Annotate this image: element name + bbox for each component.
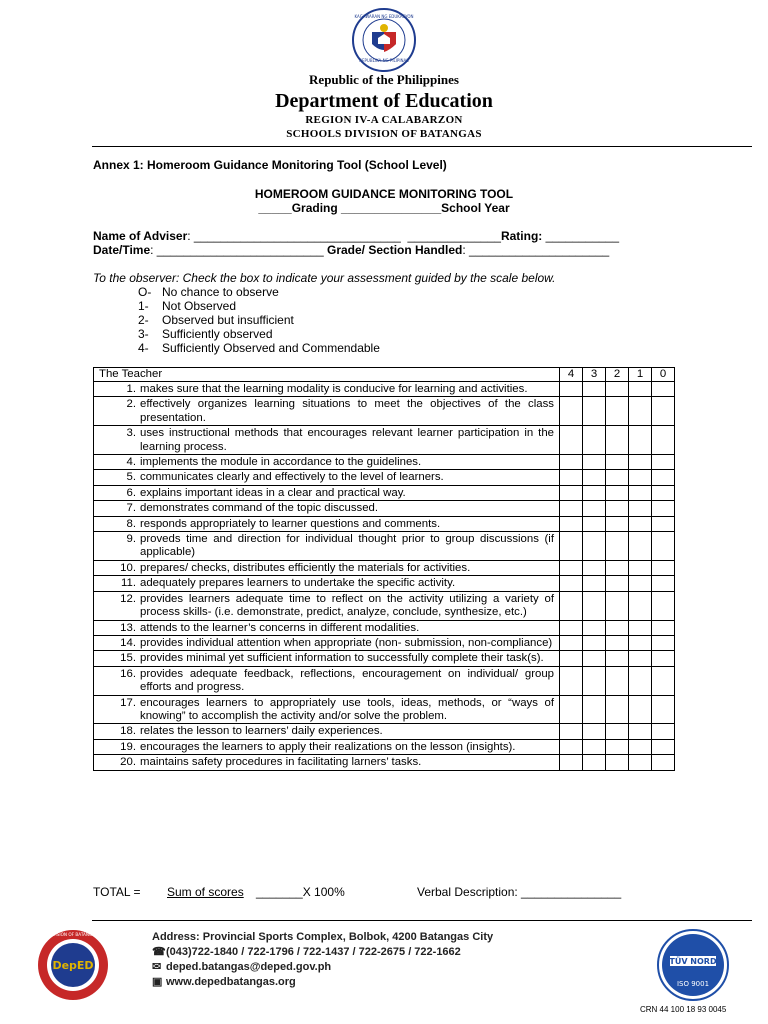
teacher-criterion — [94, 455, 560, 470]
table-row — [94, 695, 675, 724]
observer-instruction: To the observer: Check the box to indicate your assessment guided by the scale below. — [93, 271, 556, 285]
teacher-criterion — [94, 382, 560, 397]
table-row — [94, 501, 675, 516]
total-formula[interactable]: _______X 100% — [256, 885, 345, 899]
rating-checkbox-1[interactable] — [629, 382, 652, 397]
rating-checkbox-0[interactable] — [652, 426, 675, 455]
teacher-criterion — [94, 739, 560, 754]
rating-checkbox-2[interactable] — [606, 739, 629, 754]
header-divider — [92, 146, 752, 147]
rating-checkbox-0[interactable] — [652, 651, 675, 666]
scale-item: 4- Sufficiently Observed and Commendable — [138, 341, 380, 355]
teacher-criterion — [94, 666, 560, 695]
division-batangas-logo — [36, 928, 110, 1002]
rating-checkbox-0[interactable] — [652, 576, 675, 591]
criterion-number: 18. — [120, 725, 136, 738]
rating-checkbox-2[interactable] — [606, 455, 629, 470]
rating-checkbox-1[interactable] — [629, 576, 652, 591]
date-label: Date/Time — [93, 243, 151, 257]
rating-checkbox-0[interactable] — [652, 755, 675, 770]
rating-checkbox-3[interactable] — [583, 485, 606, 500]
criterion-text: makes sure that the learning modality is conducive for learning and activities. — [140, 383, 528, 395]
rating-checkbox-1[interactable] — [629, 666, 652, 695]
mail-icon: ✉ — [152, 961, 162, 973]
footer-address: Address: Provincial Sports Complex, Bolbok, 4200 Batangas City — [152, 931, 494, 943]
criterion-text: effectively organizes learning situations to meet the objectives of the class presentation. — [140, 398, 554, 424]
rating-checkbox-4[interactable] — [560, 560, 583, 575]
header-rating-3: 3 — [583, 368, 606, 382]
table-row — [94, 426, 675, 455]
scale-item: 3- Sufficiently observed — [138, 327, 273, 341]
rating-checkbox-3[interactable] — [583, 620, 606, 635]
criterion-number: 17. — [120, 696, 136, 709]
rating-checkbox-3[interactable] — [583, 695, 606, 724]
verbal-description[interactable]: Verbal Description: _______________ — [417, 885, 622, 899]
annex-title: Annex 1: Homeroom Guidance Monitoring Tool (School Level) — [93, 158, 447, 172]
criterion-text: communicates clearly and effectively to the level of learners. — [140, 471, 444, 484]
rating-checkbox-1[interactable] — [629, 516, 652, 531]
republic-heading: Republic of the Philippines — [309, 72, 459, 87]
teacher-criterion — [94, 470, 560, 485]
crn-number: CRN 44 100 18 93 0045 — [640, 1005, 727, 1014]
rating-checkbox-3[interactable] — [583, 426, 606, 455]
rating-checkbox-2[interactable] — [606, 724, 629, 739]
criterion-number: 2. — [126, 398, 136, 411]
rating-checkbox-1[interactable] — [629, 560, 652, 575]
rating-checkbox-4[interactable] — [560, 695, 583, 724]
criterion-number: 6. — [126, 486, 136, 499]
rating-checkbox-0[interactable] — [652, 470, 675, 485]
rating-checkbox-1[interactable] — [629, 651, 652, 666]
rating-checkbox-0[interactable] — [652, 532, 675, 561]
rating-checkbox-0[interactable] — [652, 485, 675, 500]
rating-checkbox-2[interactable] — [606, 591, 629, 620]
monitoring-table — [93, 367, 675, 771]
rating-checkbox-4[interactable] — [560, 591, 583, 620]
teacher-criterion — [94, 651, 560, 666]
rating-checkbox-2[interactable] — [606, 560, 629, 575]
rating-checkbox-3[interactable] — [583, 591, 606, 620]
rating-checkbox-0[interactable] — [652, 724, 675, 739]
rating-checkbox-1[interactable] — [629, 635, 652, 650]
criterion-number: 20. — [120, 756, 136, 769]
rating-checkbox-1[interactable] — [629, 470, 652, 485]
rating-checkbox-0[interactable] — [652, 560, 675, 575]
rating-checkbox-1[interactable] — [629, 485, 652, 500]
rating-checkbox-3[interactable] — [583, 560, 606, 575]
teacher-criterion — [94, 397, 560, 426]
table-row — [94, 560, 675, 575]
rating-checkbox-4[interactable] — [560, 576, 583, 591]
teacher-criterion — [94, 620, 560, 635]
rating-checkbox-4[interactable] — [560, 426, 583, 455]
table-row — [94, 532, 675, 561]
teacher-criterion — [94, 576, 560, 591]
criterion-text: demonstrates command of the topic discussed. — [140, 502, 379, 515]
rating-checkbox-4[interactable] — [560, 501, 583, 516]
criterion-number: 7. — [126, 502, 136, 515]
rating-checkbox-2[interactable] — [606, 397, 629, 426]
rating-checkbox-0[interactable] — [652, 666, 675, 695]
criterion-text: provides adequate feedback, reflections, encouragement on individual/ group efforts and progress. — [140, 667, 554, 694]
rating-checkbox-2[interactable] — [606, 470, 629, 485]
scale-item: 2- Observed but insufficient — [138, 313, 294, 327]
criterion-number: 10. — [120, 561, 136, 574]
criterion-text: adequately prepares learners to undertake the specific activity. — [140, 577, 456, 590]
iso-text: ISO 9001 — [676, 980, 710, 988]
rating-checkbox-4[interactable] — [560, 755, 583, 770]
rating-checkbox-4[interactable] — [560, 635, 583, 650]
teacher-criterion — [94, 755, 560, 770]
phone-icon: ☎ — [152, 946, 166, 958]
rating-checkbox-4[interactable] — [560, 651, 583, 666]
criterion-text: provides minimal yet sufficient information to successfully complete their task(s). — [140, 652, 544, 665]
rating-checkbox-3[interactable] — [583, 666, 606, 695]
rating-checkbox-4[interactable] — [560, 620, 583, 635]
rating-checkbox-4[interactable] — [560, 470, 583, 485]
criterion-text: encourages learners to appropriately use tools, ideas, methods, or “ways of knowing” to accomplish the activity and/or solve the problem. — [140, 696, 554, 722]
rating-checkbox-1[interactable] — [629, 426, 652, 455]
rating-checkbox-3[interactable] — [583, 516, 606, 531]
computer-icon: ▣ — [152, 976, 163, 988]
date-blank[interactable]: : _________________________ — [150, 243, 324, 257]
scale-item: 1- Not Observed — [138, 299, 237, 313]
date-row — [93, 243, 609, 257]
teacher-criterion — [94, 532, 560, 561]
criterion-number: 15. — [120, 652, 136, 665]
rating-checkbox-4[interactable] — [560, 397, 583, 426]
criterion-number: 16. — [120, 667, 136, 680]
rating-checkbox-3[interactable] — [583, 739, 606, 754]
rating-checkbox-0[interactable] — [652, 382, 675, 397]
teacher-criterion — [94, 591, 560, 620]
seal-text-top: KAGAWARAN NG EDUKASYON — [354, 14, 414, 19]
teacher-criterion — [94, 485, 560, 500]
logo-ring-text: DIVISION OF BATANGAS — [48, 932, 98, 937]
grading-school-year-line: _____Grading _______________School Year — [258, 201, 510, 215]
rating-checkbox-2[interactable] — [606, 666, 629, 695]
criterion-text: implements the module in accordance to the guidelines. — [140, 456, 422, 469]
rating-checkbox-1[interactable] — [629, 591, 652, 620]
rating-checkbox-0[interactable] — [652, 739, 675, 754]
rating-checkbox-1[interactable] — [629, 501, 652, 516]
criterion-number: 14. — [120, 636, 136, 649]
table-row — [94, 455, 675, 470]
rating-checkbox-2[interactable] — [606, 576, 629, 591]
rating-checkbox-3[interactable] — [583, 501, 606, 516]
table-row — [94, 485, 675, 500]
rating-scale-list — [138, 285, 380, 355]
rating-checkbox-3[interactable] — [583, 724, 606, 739]
rating-checkbox-2[interactable] — [606, 382, 629, 397]
criterion-number: 1. — [126, 383, 136, 395]
rating-checkbox-4[interactable] — [560, 666, 583, 695]
rating-checkbox-2[interactable] — [606, 635, 629, 650]
department-heading: Department of Education — [275, 90, 493, 112]
rating-checkbox-0[interactable] — [652, 695, 675, 724]
footer-email[interactable]: deped.batangas@deped.gov.ph — [166, 961, 332, 973]
header-rating-1: 1 — [629, 368, 652, 382]
criterion-text: proveds time and direction for individual thought prior to group discussions (if applicable) — [140, 533, 554, 559]
footer-website[interactable]: www.depedbatangas.org — [166, 976, 296, 988]
table-row — [94, 620, 675, 635]
rating-checkbox-4[interactable] — [560, 532, 583, 561]
table-row — [94, 576, 675, 591]
teacher-criterion — [94, 724, 560, 739]
tool-title: HOMEROOM GUIDANCE MONITORING TOOL — [254, 187, 514, 201]
footer-divider — [92, 920, 752, 921]
rating-checkbox-3[interactable] — [583, 651, 606, 666]
criterion-number: 3. — [126, 427, 136, 440]
rating-checkbox-3[interactable] — [583, 470, 606, 485]
rating-checkbox-2[interactable] — [606, 695, 629, 724]
table-row — [94, 516, 675, 531]
footer-web-row — [152, 975, 493, 990]
rating-checkbox-2[interactable] — [606, 516, 629, 531]
scale-item: O- No chance to observe — [138, 285, 279, 299]
rating-checkbox-1[interactable] — [629, 724, 652, 739]
criterion-number: 8. — [126, 517, 136, 530]
rating-checkbox-0[interactable] — [652, 591, 675, 620]
footer-phone-row — [152, 945, 493, 960]
rating-checkbox-4[interactable] — [560, 485, 583, 500]
rating-checkbox-4[interactable] — [560, 455, 583, 470]
criterion-text: uses instructional methods that encourages relevant learner participation in the learning process. — [140, 427, 554, 453]
rating-checkbox-3[interactable] — [583, 576, 606, 591]
rating-checkbox-3[interactable] — [583, 382, 606, 397]
criterion-number: 5. — [126, 471, 136, 484]
header-rating-4: 4 — [560, 368, 583, 382]
rating-checkbox-2[interactable] — [606, 485, 629, 500]
table-row — [94, 635, 675, 650]
rating-checkbox-3[interactable] — [583, 455, 606, 470]
rating-checkbox-1[interactable] — [629, 620, 652, 635]
table-row — [94, 397, 675, 426]
teacher-criterion — [94, 635, 560, 650]
region-heading: REGION IV-A CALABARZON — [305, 114, 463, 126]
rating-checkbox-2[interactable] — [606, 501, 629, 516]
rating-checkbox-1[interactable] — [629, 532, 652, 561]
teacher-criterion — [94, 695, 560, 724]
criterion-number: 4. — [126, 456, 136, 469]
total-label: TOTAL = — [93, 885, 141, 899]
rating-blank[interactable]: ___________ — [542, 229, 620, 243]
teacher-criterion — [94, 560, 560, 575]
footer-phone: (043)722-1840 / 722-1796 / 722-1437 / 722-2675 / 722-1662 — [166, 946, 461, 958]
rating-checkbox-2[interactable] — [606, 755, 629, 770]
table-row — [94, 739, 675, 754]
deped-seal-logo — [352, 8, 416, 72]
rating-checkbox-4[interactable] — [560, 739, 583, 754]
grade-section-blank[interactable]: : _____________________ — [462, 243, 610, 257]
teacher-criterion — [94, 501, 560, 516]
table-header-row — [94, 368, 675, 382]
criterion-text: responds appropriately to learner questions and comments. — [140, 517, 441, 530]
rating-checkbox-0[interactable] — [652, 455, 675, 470]
rating-checkbox-0[interactable] — [652, 501, 675, 516]
rating-checkbox-3[interactable] — [583, 755, 606, 770]
rating-label: Rating: — [500, 229, 543, 243]
sum-of-scores: Sum of scores — [167, 885, 244, 899]
tuv-text: TÜV NORD — [669, 957, 717, 966]
rating-checkbox-4[interactable] — [560, 516, 583, 531]
header-rating-0: 0 — [652, 368, 675, 382]
rating-checkbox-4[interactable] — [560, 724, 583, 739]
table-row — [94, 724, 675, 739]
tuv-nord-iso-logo — [656, 928, 730, 1002]
rating-checkbox-2[interactable] — [606, 532, 629, 561]
criterion-text: prepares/ checks, distributes efficiently the materials for activities. — [140, 561, 471, 574]
criterion-number: 19. — [120, 740, 136, 753]
rating-checkbox-0[interactable] — [652, 620, 675, 635]
footer-email-row — [152, 960, 493, 975]
criterion-text: maintains safety procedures in facilitating larners’ tasks. — [140, 756, 422, 769]
rating-checkbox-2[interactable] — [606, 426, 629, 455]
criterion-text: provides individual attention when appropriate (non- submission, non-compliance) — [140, 636, 553, 649]
total-row — [0, 885, 768, 901]
rating-checkbox-0[interactable] — [652, 516, 675, 531]
criterion-number: 13. — [120, 621, 136, 634]
criterion-text: provides learners adequate time to reflect on the activity utilizing a variety of process skills- (i.e. demonstrate, predict, analyze, conclude, synthesize, etc.) — [140, 592, 554, 619]
rating-checkbox-3[interactable] — [583, 532, 606, 561]
criterion-text: relates the lesson to learners’ daily experiences. — [140, 725, 383, 738]
criterion-text: explains important ideas in a clear and practical way. — [140, 486, 406, 499]
table-row — [94, 470, 675, 485]
grade-section-label: Grade/ Section Handled — [323, 243, 463, 257]
table-row — [94, 651, 675, 666]
table-row — [94, 591, 675, 620]
header-rating-2: 2 — [606, 368, 629, 382]
teacher-criterion — [94, 516, 560, 531]
rating-checkbox-2[interactable] — [606, 620, 629, 635]
header-the-teacher: The Teacher — [94, 368, 560, 382]
rating-checkbox-0[interactable] — [652, 397, 675, 426]
adviser-row — [93, 229, 619, 243]
criterion-number: 9. — [126, 533, 136, 546]
rating-checkbox-3[interactable] — [583, 635, 606, 650]
seal-text-bottom: REPUBLIKA NG PILIPINAS — [359, 58, 409, 63]
adviser-blank[interactable]: : _______________________________ ______________ — [187, 229, 501, 243]
rating-checkbox-1[interactable] — [629, 455, 652, 470]
rating-checkbox-1[interactable] — [629, 739, 652, 754]
teacher-criterion — [94, 426, 560, 455]
logo-text: DepED — [52, 959, 94, 972]
rating-checkbox-1[interactable] — [629, 397, 652, 426]
table-row — [94, 382, 675, 397]
rating-checkbox-4[interactable] — [560, 382, 583, 397]
table-row — [94, 755, 675, 770]
adviser-label: Name of Adviser — [93, 229, 188, 243]
criterion-text: encourages the learners to apply their realizations on the lesson (insights). — [140, 740, 516, 753]
rating-checkbox-2[interactable] — [606, 651, 629, 666]
rating-checkbox-0[interactable] — [652, 635, 675, 650]
footer-contact — [152, 930, 493, 990]
criterion-text: attends to the learner’s concerns in different modalities. — [140, 621, 420, 634]
criterion-number: 11. — [121, 577, 136, 590]
criterion-number: 12. — [120, 592, 136, 605]
rating-checkbox-1[interactable] — [629, 755, 652, 770]
rating-checkbox-3[interactable] — [583, 397, 606, 426]
rating-checkbox-1[interactable] — [629, 695, 652, 724]
table-row — [94, 666, 675, 695]
division-heading: SCHOOLS DIVISION OF BATANGAS — [286, 128, 482, 140]
